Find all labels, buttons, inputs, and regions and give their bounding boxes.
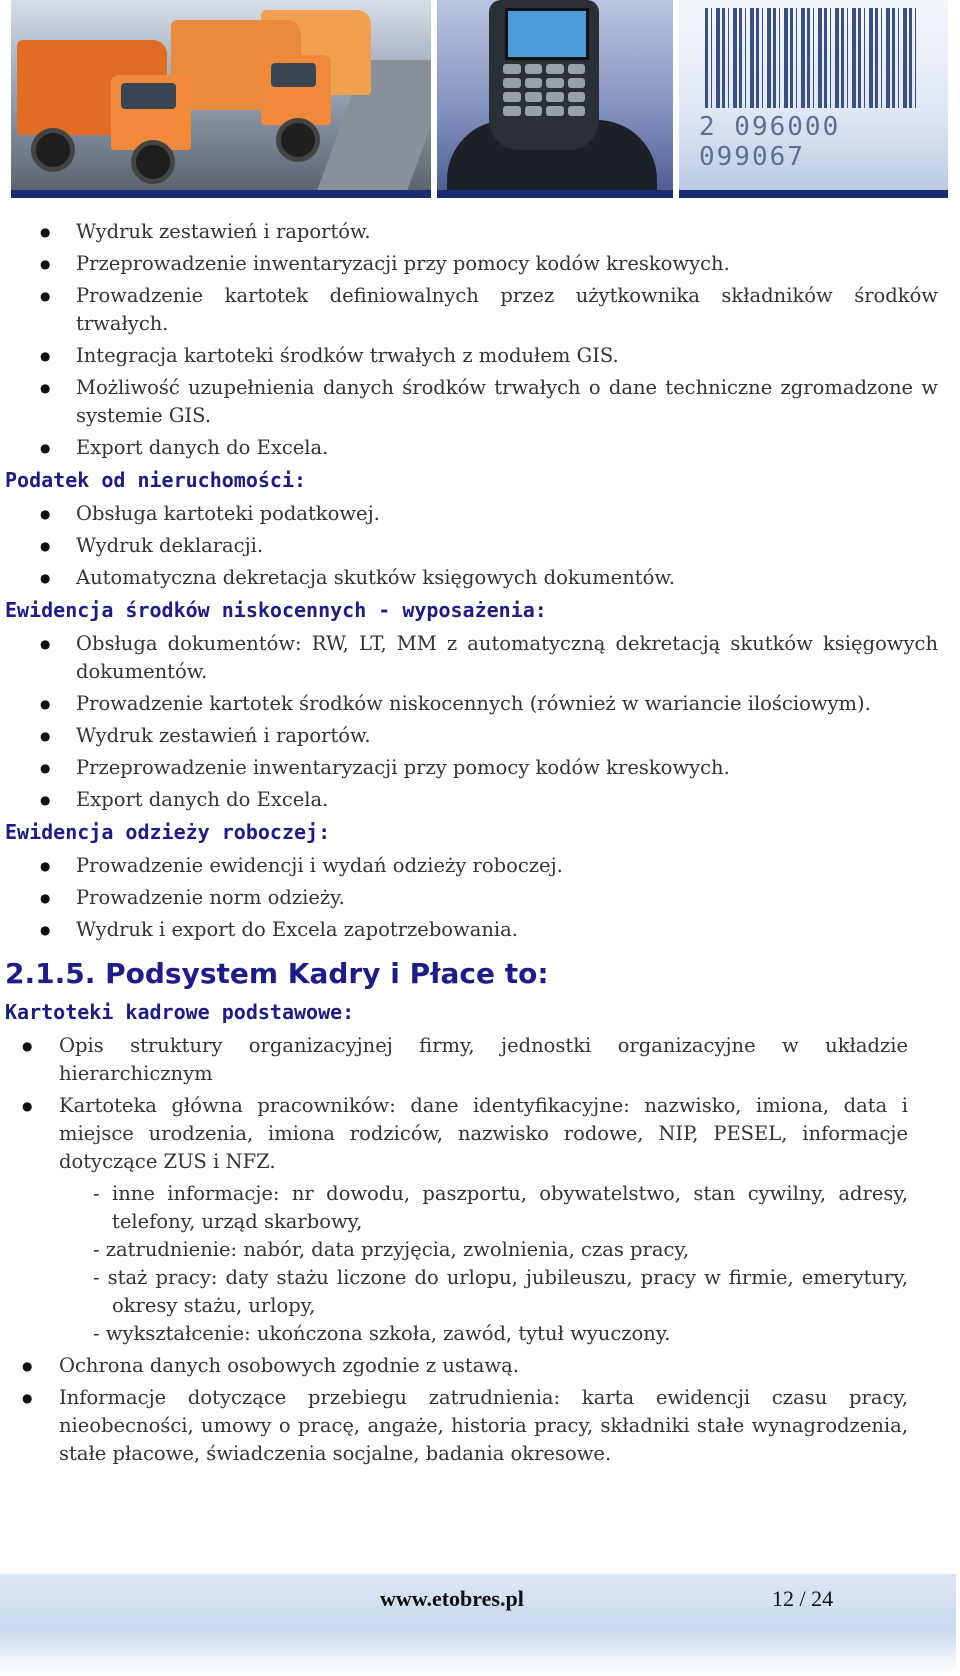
- section-heading-tax: Podatek od nieruchomości:: [5, 468, 307, 492]
- list-item: ● Integracja kartoteki środków trwałych z modułem GIS.: [0, 342, 960, 370]
- list-item: ● Przeprowadzenie inwentaryzacji przy pomocy kodów kreskowych.: [0, 754, 960, 782]
- sub-item: - inne informacje: nr dowodu, paszportu, obywatelstwo, stan cywilny, adresy, telefony, urząd skarbowy,: [93, 1182, 908, 1233]
- page-footer: [0, 1574, 956, 1674]
- sub-item: - staż pracy: daty stażu liczone do urlopu, jubileuszu, pracy w firmie, emerytury, okresy stażu, urlopy,: [93, 1266, 908, 1317]
- barcode-number: 2 096000 099067: [699, 112, 841, 172]
- list-item: ● Wydruk zestawień i raportów.: [0, 722, 960, 750]
- sub-item: - zatrudnienie: nabór, data przyjęcia, zwolnienia, czas pracy,: [93, 1238, 690, 1261]
- list-item: ● Prowadzenie norm odzieży.: [0, 884, 960, 912]
- list-item: ● Przeprowadzenie inwentaryzacji przy pomocy kodów kreskowych.: [0, 250, 960, 278]
- list-item: ● Prowadzenie ewidencji i wydań odzieży roboczej.: [0, 852, 960, 880]
- list-item: ● Informacje dotyczące przebiegu zatrudnienia: karta ewidencji czasu pracy, nieobecności, umowy o pracę, angaże, historia pracy, składniki stałe wynagrodzenia, stałe płacowe, świadczenia socjalne, badania okresowe.: [0, 1384, 960, 1468]
- list-item: ● Możliwość uzupełnienia danych środków trwałych o dane techniczne zgromadzone w systemie GIS.: [0, 374, 960, 430]
- list-item: ● Wydruk deklaracji.: [0, 532, 960, 560]
- sub-item: - wykształcenie: ukończona szkoła, zawód, tytuł wyuczony.: [93, 1322, 671, 1345]
- list-item: ● Opis struktury organizacyjnej firmy, jednostki organizacyjne w układzie hierarchicznym: [0, 1032, 960, 1088]
- chapter-heading: 2.1.5. Podsystem Kadry i Płace to:: [5, 957, 549, 990]
- list-item: ● Export danych do Excela.: [0, 786, 960, 814]
- page-number: 12 / 24: [772, 1586, 834, 1611]
- list-item: ● Wydruk i export do Excela zapotrzebowania.: [0, 916, 960, 944]
- document-body: [0, 218, 960, 1472]
- list-item: ● Prowadzenie kartotek definiowalnych przez użytkownika składników środków trwałych.: [0, 282, 960, 338]
- list-item: ● Obsługa dokumentów: RW, LT, MM z automatyczną dekretacją skutków księgowych dokumentów.: [0, 630, 960, 686]
- list-item: ● Automatyczna dekretacja skutków księgowych dokumentów.: [0, 564, 960, 592]
- list-item: ● Obsługa kartoteki podatkowej.: [0, 500, 960, 528]
- section-heading-low-value: Ewidencja środków niskocennych - wyposażenia:: [5, 598, 547, 622]
- handheld-scanner-photo: [437, 0, 673, 198]
- section-heading-hr: Kartoteki kadrowe podstawowe:: [5, 1000, 355, 1024]
- garbage-trucks-photo: [11, 0, 431, 198]
- section-heading-clothes: Ewidencja odzieży roboczej:: [5, 820, 331, 844]
- barcode-image: [679, 0, 948, 198]
- list-item: ● Prowadzenie kartotek środków niskocennych (również w wariancie ilościowym).: [0, 690, 960, 718]
- list-item: ● Ochrona danych osobowych zgodnie z ustawą.: [0, 1352, 960, 1380]
- list-item: ● Kartoteka główna pracowników: dane identyfikacyjne: nazwisko, imiona, data i miejsce urodzenia, imiona rodziców, nazwisko rodowe, NIP, PESEL, informacje dotyczące ZUS i NFZ.: [0, 1092, 960, 1176]
- list-item: ● Export danych do Excela.: [0, 434, 960, 462]
- website-link[interactable]: www.etobres.pl: [380, 1586, 524, 1611]
- header-banner: [11, 0, 948, 198]
- list-item: ● Wydruk zestawień i raportów.: [0, 218, 960, 246]
